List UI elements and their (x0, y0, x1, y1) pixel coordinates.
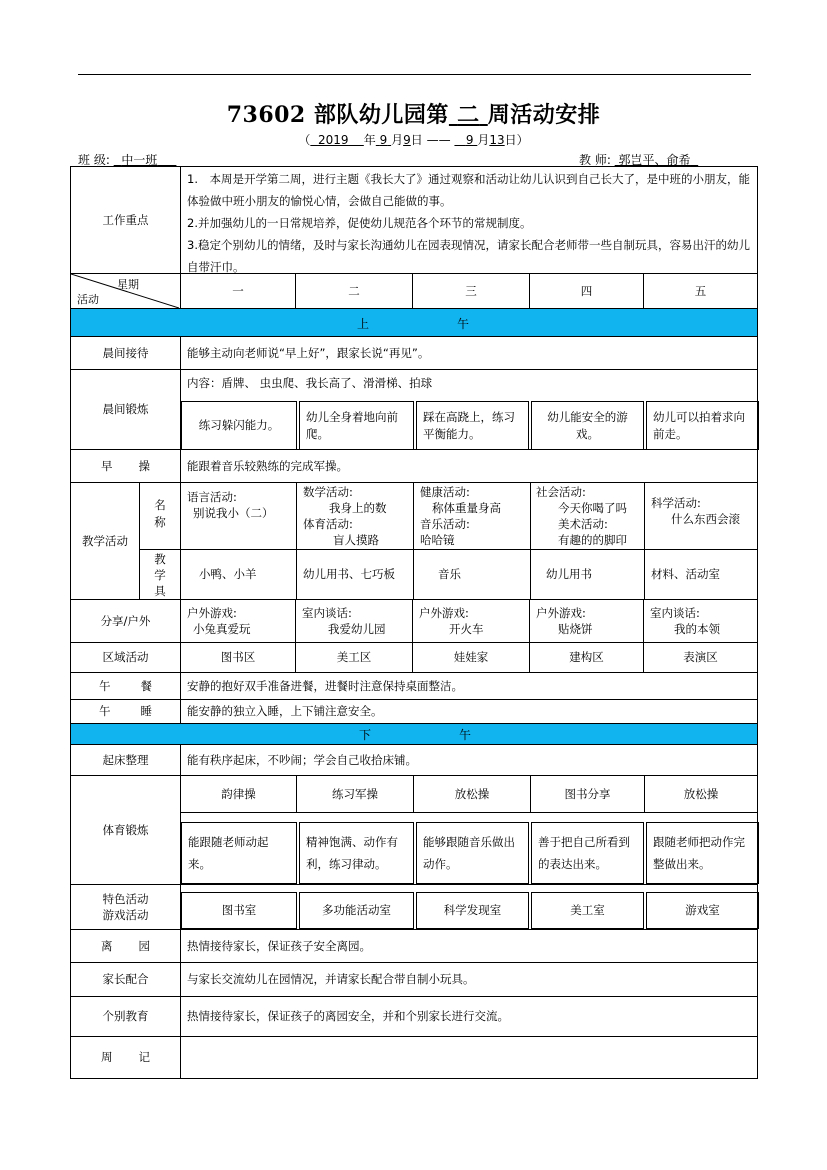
teaching-name-3-type2: 音乐活动: (420, 517, 470, 531)
pe-goal-1: 能跟随老师动起来。 (181, 822, 297, 884)
leave-label-b: 园 (138, 938, 150, 953)
teaching-name-3-type: 健康活动: (420, 485, 470, 499)
leave-row (70, 930, 758, 963)
area-item-3: 娃娃家 (412, 643, 529, 672)
wakeup-row (70, 745, 758, 776)
afternoon-band-left: 下 (359, 728, 372, 742)
pe-name-2: 练习军操 (296, 776, 414, 813)
notes-label-a: 周 (101, 1050, 113, 1064)
teaching-name-1-title: 别说我小（二） (193, 506, 274, 520)
teaching-vline-1 (296, 483, 297, 549)
teaching-name-2-type: 数学活动: (303, 485, 353, 499)
share-item-2-type: 室内谈话: (302, 606, 352, 620)
page-title (0, 98, 827, 129)
date-open: （ (298, 133, 311, 147)
share-item-3 (412, 600, 529, 642)
drill-label-b: 操 (138, 458, 150, 473)
share-item-3-name: 开火车 (449, 622, 484, 636)
pe-name-5: 放松操 (644, 776, 757, 813)
area-item-1: 图书区 (180, 643, 295, 672)
morning-exercise-content: 内容：盾牌、 虫虫爬、我长高了、滑滑梯、拍球 (187, 376, 433, 390)
special-label (71, 885, 180, 929)
teaching-name-1-type: 语言活动: (187, 490, 237, 504)
date-range (0, 131, 827, 148)
pe-name-4: 图书分享 (530, 776, 645, 813)
individual-text: 热情接待家长，保证孩子的离园安全，并和个别家长进行交流。 (180, 997, 757, 1036)
teacher-label: 教 师: (579, 153, 611, 167)
teaching-name-2 (303, 484, 413, 548)
pe-name-1: 韵律操 (181, 776, 297, 813)
title-week-number: 二 (457, 102, 480, 128)
teaching-name-4-title2: 有趣的的脚印 (558, 533, 627, 547)
special-item-4: 美工室 (531, 892, 644, 929)
parents-label: 家长配合 (102, 972, 149, 986)
notes-label (71, 1037, 180, 1078)
class-label: 班 级: (78, 153, 110, 167)
focus-item-2: 2.并加强幼儿的一日常规培养，促使幼儿规范各个环节的常规制度。 (187, 216, 532, 230)
nap-label (71, 700, 180, 723)
top-rule (78, 74, 751, 75)
weekday-5: 五 (643, 274, 757, 308)
teaching-name-label: 名称 (154, 498, 166, 529)
area-item-4: 建构区 (529, 643, 643, 672)
morning-exercise-label: 晨间锻炼 (102, 402, 149, 416)
wakeup-text: 能有秩序起床，不吵闹；学会自己收拾床铺。 (180, 745, 757, 775)
teaching-tool-1: 小鸭、小羊 (199, 566, 257, 581)
date-year-unit: 年 (363, 133, 376, 147)
morning-exercise-day-5: 幼儿可以拍着求向前走。 (646, 401, 759, 450)
title-suffix: 周活动安排 (487, 102, 601, 128)
share-item-3-type: 户外游戏: (419, 606, 469, 620)
parents-row (70, 963, 758, 997)
nap-label-a: 午 (99, 704, 111, 718)
teaching-name-4-title: 今天你喝了吗 (558, 501, 627, 515)
drill-row (70, 450, 758, 483)
area-item-5: 表演区 (643, 643, 757, 672)
pe-grid (180, 776, 757, 884)
teaching-name-5-title: 什么东西会滚 (671, 512, 740, 526)
focus-label: 工作重点 (102, 212, 149, 227)
lunch-label (71, 673, 180, 699)
morning-reception-row (70, 337, 758, 370)
special-grid (180, 885, 757, 929)
date-day1: 9 (403, 133, 411, 147)
leave-text: 热情接待家长，保证孩子安全离园。 (180, 930, 757, 962)
date-year (310, 133, 363, 147)
teaching-split-line (140, 549, 180, 550)
special-row (70, 885, 758, 930)
weekday-1: 一 (180, 274, 295, 308)
teaching-vline-3 (530, 483, 531, 549)
morning-band-right: 午 (457, 317, 470, 331)
focus-item-1: 1. 本周是开学第二周，进行主题《我长大了》通过观察和活动让幼儿认识到自己长大了，是中班的小朋友，能体验做中班小朋友的愉悦心情，会做自己能做的事。 (187, 172, 750, 208)
share-item-5-name: 我的本领 (674, 622, 720, 636)
focus-row (70, 166, 758, 274)
special-item-5: 游戏室 (646, 892, 759, 929)
focus-content (180, 167, 757, 273)
title-week (449, 102, 488, 128)
teaching-name-5 (651, 495, 759, 527)
morning-band-left: 上 (357, 317, 370, 331)
corner-cell (71, 274, 180, 308)
afternoon-band (70, 724, 758, 745)
pe-goal-4: 善于把自己所看到的表达出来。 (531, 822, 644, 884)
drill-label (71, 450, 180, 482)
special-item-1: 图书室 (181, 892, 297, 929)
date-month2-unit: 月 (477, 133, 490, 147)
notes-row (70, 1037, 758, 1079)
afternoon-band-right: 午 (459, 728, 472, 742)
parents-text: 与家长交流幼儿在园情况，并请家长配合带自制小玩具。 (180, 963, 757, 996)
date-month1 (376, 133, 391, 147)
teaching-label: 教学活动 (82, 533, 128, 548)
date-separator: —— (426, 133, 451, 147)
date-month2-value: 9 (465, 133, 474, 147)
area-label: 区域活动 (102, 650, 149, 664)
special-item-2: 多功能活动室 (299, 892, 414, 929)
teaching-tool-2: 幼儿用书、七巧板 (296, 549, 414, 599)
teaching-sublabels (139, 483, 180, 599)
class-value (114, 153, 177, 167)
share-item-4-name: 贴烧饼 (558, 622, 593, 636)
morning-band (70, 309, 758, 337)
corner-bottom-label: 活动 (77, 293, 99, 306)
notes-text (180, 1037, 757, 1078)
pe-goal-3: 能够跟随音乐做出动作。 (416, 822, 529, 884)
weekday-3: 三 (412, 274, 529, 308)
teaching-tool-4: 幼儿用书 (530, 549, 645, 599)
morning-exercise-body (180, 370, 757, 449)
drill-text: 能跟着音乐较熟练的完成军操。 (180, 450, 757, 482)
share-item-5 (643, 600, 757, 642)
teaching-name-3 (420, 484, 530, 548)
pe-goal-5: 跟随老师把动作完整做出来。 (646, 822, 759, 884)
share-label: 分享/户外 (100, 613, 151, 628)
individual-row (70, 997, 758, 1037)
share-item-5-type: 室内谈话: (650, 606, 700, 620)
leave-label-a: 离 (101, 938, 113, 953)
share-item-4-type: 户外游戏: (536, 606, 586, 620)
share-item-2 (295, 600, 412, 642)
pe-row (70, 776, 758, 885)
date-month1-value: 9 (379, 133, 388, 147)
teaching-tool-5: 材料、活动室 (644, 549, 757, 599)
share-row (70, 600, 758, 643)
weekday-header-row (70, 274, 758, 309)
share-item-1-type: 户外游戏: (187, 606, 237, 620)
morning-exercise-row (70, 370, 758, 450)
morning-exercise-day-2: 幼儿全身着地向前爬。 (299, 401, 414, 450)
share-item-4 (529, 600, 643, 642)
morning-exercise-day-4: 幼儿能安全的游戏。 (531, 401, 644, 450)
wakeup-label: 起床整理 (102, 752, 149, 767)
share-item-1 (180, 600, 295, 642)
teaching-name-4 (536, 484, 646, 548)
morning-exercise-day-1: 练习躲闪能力。 (181, 401, 297, 450)
pe-label: 体育锻炼 (102, 822, 149, 837)
teaching-tool-3: 音乐 (413, 549, 531, 599)
lunch-text: 安静的抱好双手准备进餐，进餐时注意保持桌面整洁。 (180, 673, 757, 699)
focus-item-3: 3.稳定个别幼儿的情绪，及时与家长沟通幼儿在园表现情况，请家长配合老师带一些自制玩具，容易出汗的幼儿自带汗巾。 (187, 238, 750, 274)
class-value-text: 中一班 (121, 153, 158, 167)
morning-exercise-day-3: 踩在高跷上，练习平衡能力。 (416, 401, 529, 450)
drill-label-a: 早 (101, 458, 113, 473)
teaching-name-3-title2: 哈哈镜 (420, 533, 455, 547)
weekday-4: 四 (529, 274, 643, 308)
leave-label (71, 930, 180, 962)
morning-reception-label: 晨间接待 (102, 345, 149, 360)
teaching-name-4-type: 社会活动: (536, 485, 586, 499)
teaching-name-3-title: 称体重量身高 (432, 501, 501, 515)
area-item-2: 美工区 (295, 643, 412, 672)
special-label-1: 特色活动 (102, 892, 149, 906)
date-month1-unit: 月 (391, 133, 404, 147)
teaching-name-5-type: 科学活动: (651, 496, 701, 510)
individual-label: 个别教育 (102, 1009, 149, 1023)
date-month2 (454, 133, 477, 147)
area-row (70, 643, 758, 673)
lunch-label-b: 餐 (140, 678, 152, 693)
weekday-2: 二 (295, 274, 412, 308)
pe-goal-2: 精神饱满、动作有利，练习律动。 (299, 822, 414, 884)
title-prefix: 73602 部队幼儿园第 (226, 102, 449, 128)
teaching-row (70, 483, 758, 600)
teaching-name-4-type2: 美术活动: (558, 517, 608, 531)
nap-label-b: 睡 (140, 704, 152, 718)
teaching-tools-label: 教学具 (154, 552, 166, 598)
date-year-value: 2019 (317, 133, 349, 147)
teaching-grid (180, 483, 757, 599)
morning-reception-text: 能够主动向老师说“早上好”，跟家长说“再见”。 (180, 337, 757, 369)
nap-row (70, 700, 758, 724)
teacher-value-text: 郭岂平、俞希 (618, 153, 691, 167)
lunch-label-a: 午 (99, 678, 111, 693)
corner-top-label: 星期 (117, 278, 139, 291)
lunch-row (70, 673, 758, 700)
pe-name-3: 放松操 (413, 776, 531, 813)
teaching-vline-4 (644, 483, 645, 549)
share-item-1-name: 小兔真爱玩 (193, 622, 251, 636)
notes-label-b: 记 (138, 1050, 150, 1064)
special-label-2: 游戏活动 (102, 908, 149, 922)
share-item-2-name: 我爱幼儿园 (328, 622, 386, 636)
nap-text: 能安静的独立入睡，上下铺注意安全。 (180, 700, 757, 723)
date-day1-unit: 日 (410, 133, 423, 147)
special-item-3: 科学发现室 (416, 892, 529, 929)
teaching-name-2-title: 我身上的数 (329, 501, 387, 515)
date-day2: 13 (489, 133, 505, 147)
teaching-name-2-type2: 体育活动: (303, 517, 353, 531)
teaching-vline-2 (413, 483, 414, 549)
teacher-value (615, 153, 698, 167)
date-day2-unit: 日） (504, 133, 529, 147)
teaching-name-1 (187, 489, 295, 521)
teaching-name-2-title2: 盲人摸路 (333, 533, 379, 547)
